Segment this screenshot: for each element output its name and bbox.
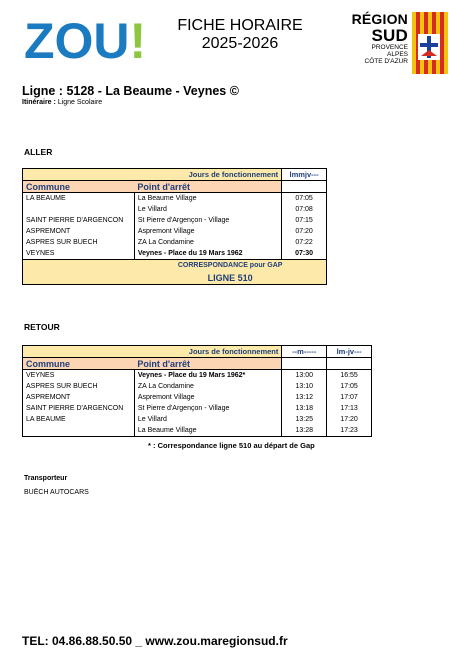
table-row: ASPRES SUR BUECH ZA La Condamine 07:22 (23, 237, 327, 248)
table-row: SAINT PIERRE D'ARGENCON St Pierre d'Argençon - Village 07:15 (23, 215, 327, 226)
zou-logo (22, 14, 154, 64)
table-row: ASPREMONT Aspremont Village 13:12 17:07 (23, 392, 372, 403)
aller-correspondance-label: CORRESPONDANCE pour GAP (134, 260, 326, 272)
transporteur-name: BUËCH AUTOCARS (24, 489, 89, 496)
retour-days-value-2: lm-jv--- (327, 346, 372, 358)
transporteur-label: Transporteur (24, 475, 68, 482)
sheet-title-line1: FICHE HORAIRE (177, 17, 303, 34)
retour-days-label: Jours de fonctionnement (134, 346, 282, 358)
aller-section-title: ALLER (24, 147, 53, 157)
retour-section-title: RETOUR (24, 322, 60, 332)
aller-correspondance-line: LIGNE 510 (134, 271, 326, 285)
aller-col-commune: Commune (23, 181, 135, 193)
table-row: Le Villard 07:08 (23, 204, 327, 215)
aller-col-stop: Point d'arrêt (134, 181, 281, 193)
correspondance-note: * : Correspondance ligne 510 au départ de Gap (148, 441, 315, 450)
table-row: VEYNES Veynes - Place du 19 Mars 1962 07:30 (23, 248, 327, 260)
retour-col-stop: Point d'arrêt (134, 358, 282, 370)
table-row: VEYNES Veynes - Place du 19 Mars 1962* 13:00 16:55 (23, 370, 372, 382)
itinerary-value: Ligne Scolaire (57, 99, 103, 106)
region-sud-word: SUD (371, 26, 408, 45)
retour-days-value-1: --m----- (282, 346, 327, 358)
itinerary (22, 99, 102, 106)
table-row: ASPREMONT Aspremont Village 07:20 (23, 226, 327, 237)
table-row: LA BEAUME Le Villard 13:25 17:20 (23, 414, 372, 425)
retour-col-commune: Commune (23, 358, 135, 370)
table-row: LA BEAUME La Beaume Village 07:05 (23, 193, 327, 205)
region-flag-icon (412, 12, 448, 74)
region-sud-logo (330, 10, 452, 76)
region-word: RÉGION (351, 11, 408, 27)
region-cote-azur: CÔTE D'AZUR (364, 58, 408, 65)
sheet-title-year: 2025-2026 (201, 35, 279, 52)
aller-timetable (22, 168, 327, 285)
cross-icon (418, 34, 440, 60)
table-row: ASPRES SUR BUECH ZA La Condamine 13:10 17:05 (23, 381, 372, 392)
itinerary-label: Itinéraire : (22, 99, 56, 106)
aller-days-label: Jours de fonctionnement (134, 169, 281, 181)
retour-timetable (22, 345, 372, 437)
region-provence: PROVENCE (371, 44, 408, 51)
sheet-title (160, 17, 320, 53)
region-alpes: ALPES (387, 51, 408, 58)
line-title: Ligne : 5128 - La Beaume - Veynes © (22, 84, 239, 98)
footer-contact: TEL: 04.86.88.50.50 _ www.zou.maregionsud.fr (22, 634, 288, 648)
aller-days-value: lmmjv--- (282, 169, 327, 181)
table-row: La Beaume Village 13:28 17:23 (23, 425, 372, 437)
table-row: SAINT PIERRE D'ARGENCON St Pierre d'Argençon - Village 13:18 17:13 (23, 403, 372, 414)
zou-logo-text: ZOU! (24, 14, 147, 64)
